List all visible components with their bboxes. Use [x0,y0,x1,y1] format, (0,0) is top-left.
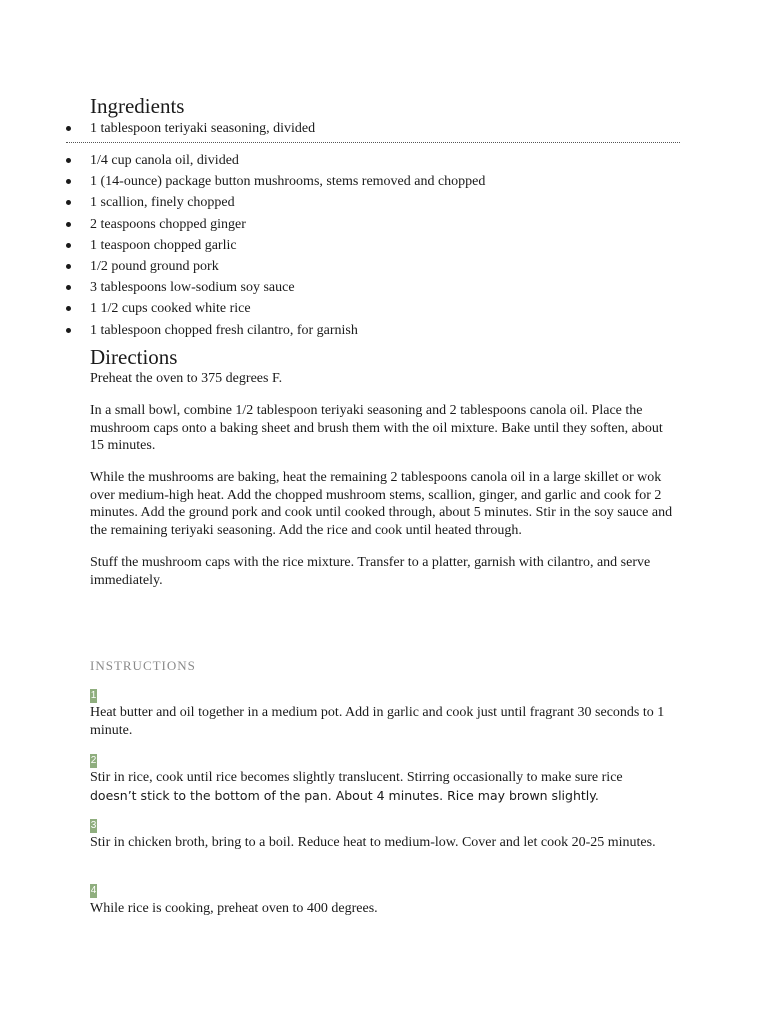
ingredient-text: 1 1/2 cups cooked white rice [90,301,251,317]
step-text-line: doesn’t stick to the bottom of the pan. About 4 minutes. Rice may brown slightly. [90,787,599,803]
step-text: Heat butter and oil together in a medium pot. Add in garlic and cook just until fragrant 30 seconds to 1 minute. [90,705,665,738]
list-item [0,277,485,298]
list-item [0,298,485,319]
bullet-icon [66,200,71,205]
step-number-badge: 2 [90,755,97,766]
ingredient-text: 1 (14-ounce) package button mushrooms, stems removed and chopped [90,174,486,190]
list-item [0,214,485,235]
bullet-icon [66,264,71,269]
directions-heading: Directions [90,345,178,369]
step-number-badge: 4 [90,885,97,896]
step-text-line: Stir in rice, cook until rice becomes slightly translucent. Stirring occasionally to make sure rice [90,770,623,785]
step-number-badge: 1 [90,690,97,701]
bullet-icon [66,328,71,333]
ingredient-text: 1 teaspoon chopped garlic [90,237,237,253]
bullet-icon [66,285,71,290]
list-item [0,256,485,277]
bullet-icon [66,222,71,227]
bullet-icon [66,179,71,184]
list-item [0,192,485,213]
ingredient-text: 1 tablespoon chopped fresh cilantro, for garnish [90,322,358,338]
ingredient-text: 2 teaspoons chopped ginger [90,216,246,232]
bullet-icon [66,158,71,163]
bullet-icon [66,243,71,248]
ingredients-list [0,150,485,341]
ingredients-first-list [0,118,315,139]
list-item [0,171,485,192]
list-item [0,150,485,171]
ingredients-heading: Ingredients [90,94,185,118]
dotted-divider [66,142,680,143]
step-text: Stir in chicken broth, bring to a boil. Reduce heat to medium-low. Cover and let cook 20-25 minutes. [90,835,656,850]
list-item [0,118,315,139]
list-item [0,320,485,341]
direction-paragraph: In a small bowl, combine 1/2 tablespoon teriyaki seasoning and 2 tablespoons canola oil. Place the mushroom caps onto a baking sheet and brush them with the oil mixture. Bake until they soften, about 15 minutes. [90,403,663,454]
ingredient-text: 1 tablespoon teriyaki seasoning, divided [90,121,316,136]
ingredient-text: 1/4 cup canola oil, divided [90,153,239,168]
step-text [90,769,680,805]
ingredient-text: 1 scallion, finely chopped [90,195,235,211]
step-number-badge: 3 [90,820,97,831]
bullet-icon [66,126,71,131]
direction-paragraph: Stuff the mushroom caps with the rice mixture. Transfer to a platter, garnish with cilantro, and serve immediately. [90,555,651,588]
direction-paragraph: While the mushrooms are baking, heat the remaining 2 tablespoons canola oil in a large skillet or wok over medium-high heat. Add the chopped mushroom stems, scallion, ginger, and garlic and cook for 2 minutes. Add the ground pork and cook until cooked through, about 5 minutes. Stir in the soy sauce and the remaining teriyaki seasoning. Add the rice and cook until heated through. [90,470,673,538]
step-text: While rice is cooking, preheat oven to 400 degrees. [90,901,378,916]
direction-paragraph: Preheat the oven to 375 degrees F. [90,371,283,386]
bullet-icon [66,306,71,311]
ingredient-text: 3 tablespoons low-sodium soy sauce [90,280,295,296]
list-item [0,235,485,256]
instructions-heading: INSTRUCTIONS [90,658,196,673]
ingredient-text: 1/2 pound ground pork [90,258,219,274]
